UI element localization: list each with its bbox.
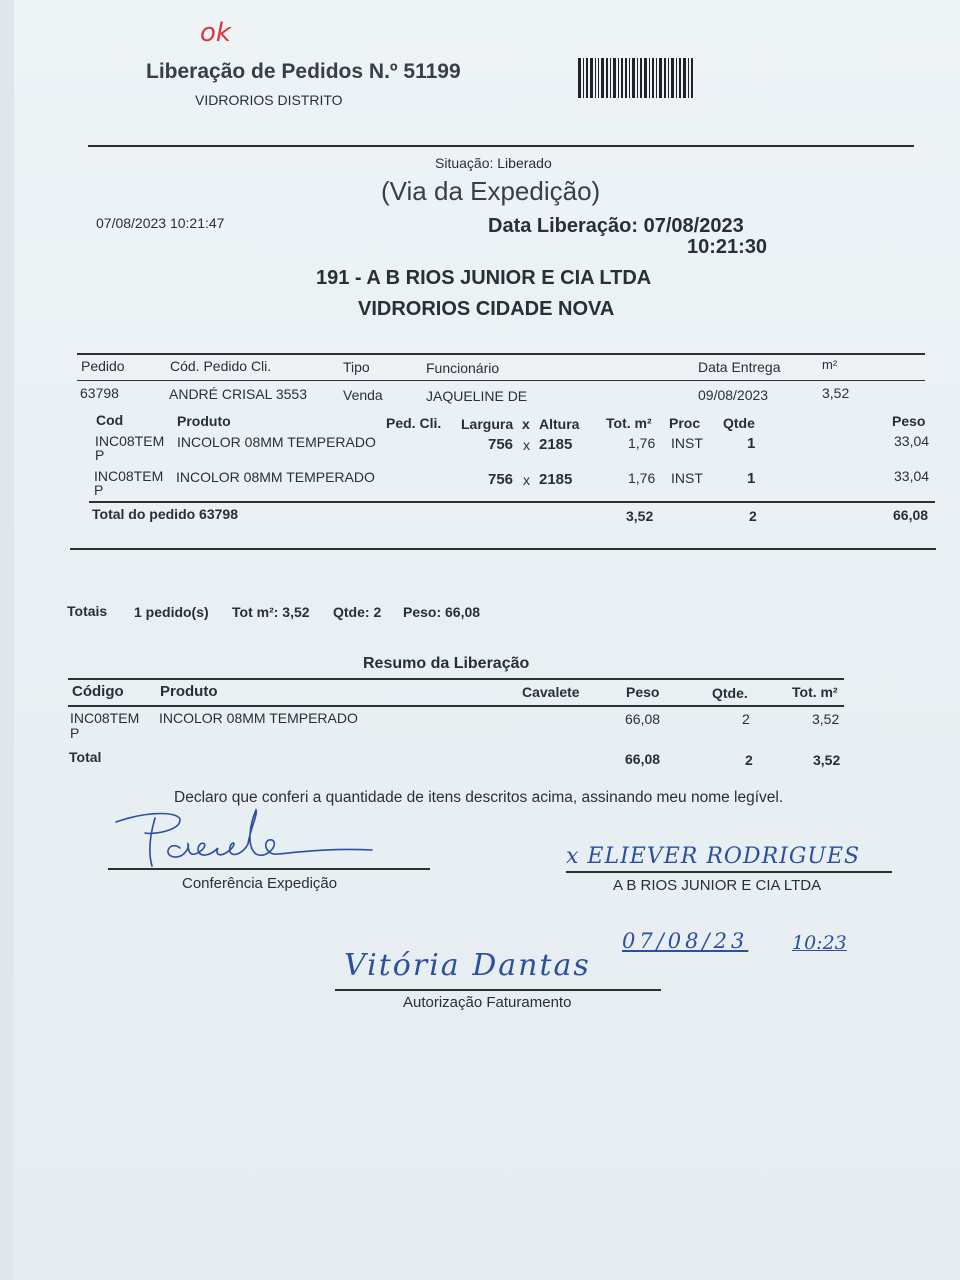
order-total-label: Total do pedido 63798 [92, 506, 238, 522]
item-1-largura: 756 [488, 436, 514, 453]
item-2-largura: 756 [488, 471, 514, 488]
signature-paulo [110, 800, 400, 875]
order-total-line [89, 501, 935, 503]
summary-header-line [68, 705, 844, 707]
items-header-peso: Peso [892, 413, 926, 429]
item-2-altura: 2185 [539, 471, 573, 488]
item-1-proc: INST [671, 435, 703, 451]
order-header-pedido: Pedido [81, 358, 125, 374]
summary-row-tot-m2: 3,52 [812, 711, 840, 727]
handwritten-time: 10:23 [792, 932, 847, 954]
left-signature-line [108, 868, 430, 870]
left-signature-label: Conferência Expedição [182, 875, 338, 892]
declaration-text: Declaro que conferi a quantidade de itens descritos acima, assinando meu nome legível. [174, 789, 784, 806]
document-subtitle: VIDRORIOS DISTRITO [195, 92, 343, 108]
right-signature-label: A B RIOS JUNIOR E CIA LTDA [613, 877, 822, 894]
item-1-cod-cont: P [95, 447, 105, 463]
item-2-proc: INST [671, 470, 703, 486]
summary-total-tot-m2: 3,52 [813, 752, 841, 768]
print-datetime: 07/08/2023 10:21:47 [96, 215, 225, 231]
summary-header-tot-m2: Tot. m² [792, 684, 838, 700]
order-header-line [77, 380, 925, 381]
item-1-altura: 2185 [539, 436, 573, 453]
items-header-ped-cli: Ped. Cli. [386, 415, 442, 431]
item-1-produto: INCOLOR 08MM TEMPERADO [177, 434, 376, 450]
summary-top-line [68, 678, 844, 680]
summary-header-cavalete: Cavalete [522, 684, 580, 700]
order-m2-value: 3,52 [822, 385, 850, 401]
item-2-peso: 33,04 [894, 468, 930, 484]
item-1-qtde: 1 [747, 435, 756, 452]
summary-header-qtde: Qtde. [712, 685, 748, 701]
item-1-tot-m2: 1,76 [628, 435, 656, 451]
summary-header-codigo: Código [72, 683, 124, 700]
summary-total-peso: 66,08 [625, 751, 661, 767]
bottom-signature-label: Autorização Faturamento [403, 994, 572, 1011]
summary-row-qtde: 2 [742, 711, 750, 727]
handwritten-date: 07/08/23 [622, 929, 749, 953]
client-name: 191 - A B RIOS JUNIOR E CIA LTDA [316, 267, 652, 289]
summary-row-produto: INCOLOR 08MM TEMPERADO [159, 710, 358, 726]
document-title: Liberação de Pedidos N.º 51199 [146, 60, 461, 83]
order-pedido-value: 63798 [80, 385, 119, 401]
release-date: Data Liberação: 07/08/2023 [488, 215, 744, 237]
order-total-m2: 3,52 [626, 508, 654, 524]
barcode [578, 58, 724, 98]
summary-total-label: Total [69, 749, 102, 765]
items-header-altura: Altura [539, 416, 580, 432]
summary-total-qtde: 2 [745, 752, 753, 768]
store-name: VIDRORIOS CIDADE NOVA [358, 298, 615, 320]
order-tipo-value: Venda [343, 387, 383, 403]
item-1-peso: 33,04 [894, 433, 930, 449]
items-header-produto: Produto [177, 413, 231, 429]
handwritten-ok-annotation: ok [200, 18, 231, 48]
order-header-funcionario: Funcionário [426, 360, 500, 376]
order-header-cod-cli: Cód. Pedido Cli. [170, 358, 272, 374]
item-1-x: x [523, 437, 530, 453]
summary-row-codigo: INC08TEM [70, 710, 140, 726]
order-header-m2: m² [822, 357, 838, 372]
totals-peso: Peso: 66,08 [403, 604, 481, 620]
item-2-produto: INCOLOR 08MM TEMPERADO [176, 469, 375, 485]
order-total-qtde: 2 [749, 508, 757, 524]
order-data-entrega-value: 09/08/2023 [698, 387, 769, 403]
order-table-top-line [77, 353, 925, 355]
items-header-tot-m2: Tot. m² [606, 415, 652, 431]
summary-title: Resumo da Liberação [363, 655, 530, 672]
bottom-signature-handwritten: Vitória Dantas [344, 948, 591, 983]
totals-m2: Tot m²: 3,52 [232, 604, 310, 620]
summary-row-peso: 66,08 [625, 711, 661, 727]
items-header-largura: Largura [461, 416, 514, 432]
summary-header-peso: Peso [626, 684, 660, 700]
item-2-cod-cont: P [94, 482, 104, 498]
summary-header-produto: Produto [160, 683, 218, 700]
order-section-bottom-line [70, 548, 936, 550]
item-2-cod: INC08TEM [94, 468, 164, 484]
totals-pedidos: 1 pedido(s) [134, 604, 209, 620]
right-signature-handwritten: x ELIEVER RODRIGUES [566, 844, 861, 869]
item-2-tot-m2: 1,76 [628, 470, 656, 486]
order-funcionario-value: JAQUELINE DE [426, 388, 528, 404]
order-header-data-entrega: Data Entrega [698, 359, 781, 375]
right-signature-line [566, 871, 892, 873]
items-header-proc: Proc [669, 415, 701, 431]
header-divider [88, 145, 914, 147]
item-2-qtde: 1 [747, 470, 756, 487]
items-header-cod: Cod [96, 412, 124, 428]
release-time: 10:21:30 [687, 236, 768, 258]
item-1-cod: INC08TEM [95, 433, 165, 449]
order-total-peso: 66,08 [893, 507, 929, 523]
item-2-x: x [523, 472, 530, 488]
items-header-qtde: Qtde [723, 415, 755, 431]
items-header-x: x [522, 416, 530, 432]
order-cod-cli-value: ANDRÉ CRISAL 3553 [169, 386, 307, 402]
order-header-tipo: Tipo [343, 359, 370, 375]
summary-row-codigo-cont: P [70, 725, 80, 741]
totals-label: Totais [67, 603, 108, 619]
status-text: Situação: Liberado [435, 155, 552, 171]
bottom-signature-line [335, 989, 661, 991]
via-label: (Via da Expedição) [381, 176, 601, 206]
totals-qtde: Qtde: 2 [333, 604, 382, 620]
